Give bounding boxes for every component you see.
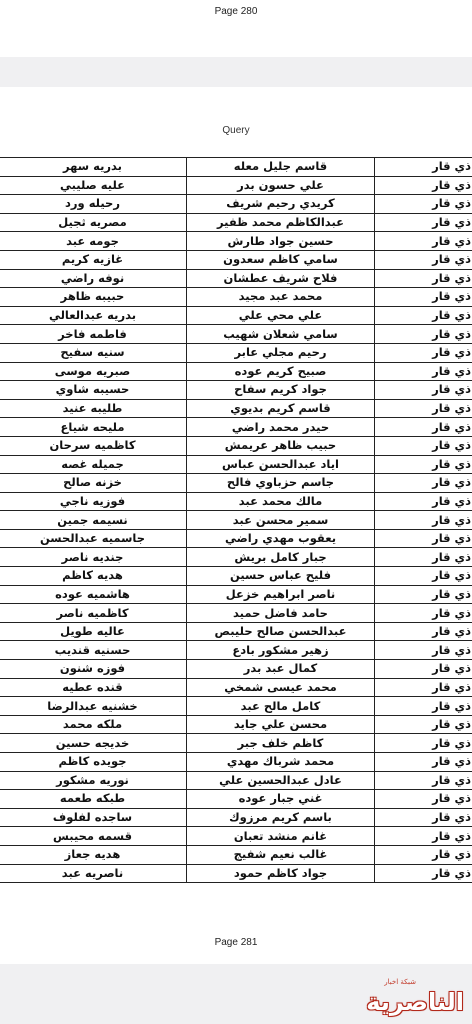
mother-name-cell: كاظميه سرحان [0, 436, 187, 455]
full-name-cell: ناصر ابراهيم خزعل [187, 585, 375, 604]
governorate-cell: ذي قار [375, 678, 472, 697]
table-row [0, 269, 472, 288]
watermark-small-text: شبكة اخبار [384, 978, 416, 986]
full-name-cell: علي محي علي [187, 306, 375, 325]
watermark-logo [344, 978, 464, 1016]
records-table-body [0, 158, 472, 883]
table-row [0, 176, 472, 195]
mother-name-cell: طليبه عنيد [0, 399, 187, 418]
governorate-cell: ذي قار [375, 808, 472, 827]
table-row [0, 697, 472, 716]
mother-name-cell: هديه كاظم [0, 567, 187, 586]
page-gap-band-bottom [0, 964, 472, 1024]
governorate-cell: ذي قار [375, 362, 472, 381]
full-name-cell: عبدالحسن صالح حليبص [187, 622, 375, 641]
governorate-cell: ذي قار [375, 827, 472, 846]
governorate-cell: ذي قار [375, 771, 472, 790]
mother-name-cell: غازيه كريم [0, 250, 187, 269]
full-name-cell: قاسم كريم بديوي [187, 399, 375, 418]
table-row [0, 808, 472, 827]
governorate-cell: ذي قار [375, 492, 472, 511]
mother-name-cell: ناصريه عبد [0, 864, 187, 883]
full-name-cell: محمد شرباك مهدي [187, 753, 375, 772]
full-name-cell: غانم منشد تعبان [187, 827, 375, 846]
mother-name-cell: ملكه محمد [0, 715, 187, 734]
mother-name-cell: فوزه شنون [0, 660, 187, 679]
table-row [0, 753, 472, 772]
governorate-cell: ذي قار [375, 158, 472, 177]
full-name-cell: كامل مالح عبد [187, 697, 375, 716]
full-name-cell: محسن علي جايد [187, 715, 375, 734]
governorate-cell: ذي قار [375, 325, 472, 344]
full-name-cell: حسين جواد طارش [187, 232, 375, 251]
full-name-cell: كريدي رحيم شريف [187, 195, 375, 214]
governorate-cell: ذي قار [375, 195, 472, 214]
governorate-cell: ذي قار [375, 232, 472, 251]
governorate-cell: ذي قار [375, 790, 472, 809]
mother-name-cell: جنديه ناصر [0, 548, 187, 567]
table-row [0, 381, 472, 400]
full-name-cell: غني جبار عوده [187, 790, 375, 809]
full-name-cell: سمير محسن عبد [187, 511, 375, 530]
mother-name-cell: حبيبه ظاهر [0, 288, 187, 307]
table-row [0, 306, 472, 325]
table-row [0, 158, 472, 177]
table-row [0, 399, 472, 418]
mother-name-cell: خشنيه عبدالرضا [0, 697, 187, 716]
governorate-cell: ذي قار [375, 585, 472, 604]
table-row [0, 567, 472, 586]
mother-name-cell: صبريه موسى [0, 362, 187, 381]
mother-name-cell: كاظميه ناصر [0, 604, 187, 623]
table-row [0, 864, 472, 883]
full-name-cell: جواد كاظم حمود [187, 864, 375, 883]
table-row [0, 492, 472, 511]
mother-name-cell: خديجه حسين [0, 734, 187, 753]
governorate-cell: ذي قار [375, 641, 472, 660]
full-name-cell: جواد كريم سفاح [187, 381, 375, 400]
full-name-cell: حامد فاضل حميد [187, 604, 375, 623]
table-row [0, 474, 472, 493]
mother-name-cell: قسمه محيبس [0, 827, 187, 846]
table-row [0, 622, 472, 641]
full-name-cell: عادل عبدالحسين علي [187, 771, 375, 790]
full-name-cell: حيدر محمد راضي [187, 418, 375, 437]
governorate-cell: ذي قار [375, 567, 472, 586]
full-name-cell: فلاح شريف عطشان [187, 269, 375, 288]
governorate-cell: ذي قار [375, 511, 472, 530]
table-row [0, 734, 472, 753]
full-name-cell: محمد عبد مجيد [187, 288, 375, 307]
table-row [0, 455, 472, 474]
governorate-cell: ذي قار [375, 418, 472, 437]
governorate-cell: ذي قار [375, 176, 472, 195]
table-row [0, 529, 472, 548]
table-row [0, 288, 472, 307]
table-row [0, 771, 472, 790]
table-row [0, 511, 472, 530]
governorate-cell: ذي قار [375, 213, 472, 232]
table-row [0, 678, 472, 697]
mother-name-cell: رحيله ورد [0, 195, 187, 214]
table-row [0, 232, 472, 251]
mother-name-cell: بدريه عبدالعالي [0, 306, 187, 325]
table-row [0, 548, 472, 567]
full-name-cell: حبيب ظاهر عريمش [187, 436, 375, 455]
table-row [0, 604, 472, 623]
table-row [0, 436, 472, 455]
governorate-cell: ذي قار [375, 548, 472, 567]
governorate-cell: ذي قار [375, 697, 472, 716]
governorate-cell: ذي قار [375, 455, 472, 474]
governorate-cell: ذي قار [375, 864, 472, 883]
governorate-cell: ذي قار [375, 250, 472, 269]
mother-name-cell: مصريه ثجيل [0, 213, 187, 232]
full-name-cell: جبار كامل بريش [187, 548, 375, 567]
governorate-cell: ذي قار [375, 715, 472, 734]
mother-name-cell: قنده عطيه [0, 678, 187, 697]
governorate-cell: ذي قار [375, 474, 472, 493]
table-row [0, 213, 472, 232]
mother-name-cell: فاطمه فاخر [0, 325, 187, 344]
full-name-cell: علي حسون بدر [187, 176, 375, 195]
query-label: Query [222, 125, 250, 136]
governorate-cell: ذي قار [375, 399, 472, 418]
governorate-cell: ذي قار [375, 269, 472, 288]
full-name-cell: سامي شعلان شهيب [187, 325, 375, 344]
full-name-cell: محمد عيسى شمخي [187, 678, 375, 697]
table-row [0, 845, 472, 864]
mother-name-cell: هديه جعاز [0, 845, 187, 864]
full-name-cell: صبيح كريم عوده [187, 362, 375, 381]
governorate-cell: ذي قار [375, 622, 472, 641]
full-name-cell: غالب نعيم شفيج [187, 845, 375, 864]
full-name-cell: مالك محمد عبد [187, 492, 375, 511]
mother-name-cell: جاسميه عبدالحسن [0, 529, 187, 548]
governorate-cell: ذي قار [375, 604, 472, 623]
table-row [0, 715, 472, 734]
full-name-cell: قاسم جليل معله [187, 158, 375, 177]
mother-name-cell: عاليه طويل [0, 622, 187, 641]
table-row [0, 660, 472, 679]
governorate-cell: ذي قار [375, 529, 472, 548]
mother-name-cell: حسنيه قنديب [0, 641, 187, 660]
table-row [0, 418, 472, 437]
page-gap-band [0, 57, 472, 87]
mother-name-cell: هاشميه عوده [0, 585, 187, 604]
full-name-cell: زهير مشكور بادع [187, 641, 375, 660]
full-name-cell: رحيم مجلي عابر [187, 343, 375, 362]
full-name-cell: فليح عباس حسين [187, 567, 375, 586]
mother-name-cell: عليه صليبي [0, 176, 187, 195]
table-row [0, 585, 472, 604]
governorate-cell: ذي قار [375, 288, 472, 307]
mother-name-cell: طبكه طعمه [0, 790, 187, 809]
governorate-cell: ذي قار [375, 753, 472, 772]
full-name-cell: كمال عبد بدر [187, 660, 375, 679]
mother-name-cell: جومه عبد [0, 232, 187, 251]
mother-name-cell: فوزيه ناجي [0, 492, 187, 511]
mother-name-cell: جميله غصه [0, 455, 187, 474]
full-name-cell: يعقوب مهدي راضي [187, 529, 375, 548]
full-name-cell: عبدالكاظم محمد ظفير [187, 213, 375, 232]
mother-name-cell: مليحه شياع [0, 418, 187, 437]
mother-name-cell: خزنه صالح [0, 474, 187, 493]
governorate-cell: ذي قار [375, 306, 472, 325]
full-name-cell: باسم كريم مرزوك [187, 808, 375, 827]
table-row [0, 250, 472, 269]
mother-name-cell: ساجده لفلوف [0, 808, 187, 827]
table-row [0, 827, 472, 846]
governorate-cell: ذي قار [375, 381, 472, 400]
mother-name-cell: حسيبه شاوي [0, 381, 187, 400]
table-row [0, 325, 472, 344]
governorate-cell: ذي قار [375, 845, 472, 864]
table-row [0, 790, 472, 809]
page-number-bottom: Page 281 [214, 937, 258, 948]
page-number-top: Page 280 [214, 6, 258, 17]
mother-name-cell: نوفه راضي [0, 269, 187, 288]
mother-name-cell: نوريه مشكور [0, 771, 187, 790]
mother-name-cell: جويده كاظم [0, 753, 187, 772]
table-row [0, 195, 472, 214]
governorate-cell: ذي قار [375, 734, 472, 753]
governorate-cell: ذي قار [375, 436, 472, 455]
mother-name-cell: بدريه سهر [0, 158, 187, 177]
governorate-cell: ذي قار [375, 660, 472, 679]
watermark-text: الناصرية [366, 988, 464, 1016]
mother-name-cell: سنيه سفيح [0, 343, 187, 362]
table-row [0, 641, 472, 660]
table-row [0, 343, 472, 362]
full-name-cell: سامي كاظم سعدون [187, 250, 375, 269]
full-name-cell: كاظم خلف جبر [187, 734, 375, 753]
full-name-cell: جاسم حزباوي فالح [187, 474, 375, 493]
records-table [0, 157, 472, 883]
governorate-cell: ذي قار [375, 343, 472, 362]
full-name-cell: اياد عبدالحسن عباس [187, 455, 375, 474]
mother-name-cell: نسيمه جمين [0, 511, 187, 530]
table-row [0, 362, 472, 381]
